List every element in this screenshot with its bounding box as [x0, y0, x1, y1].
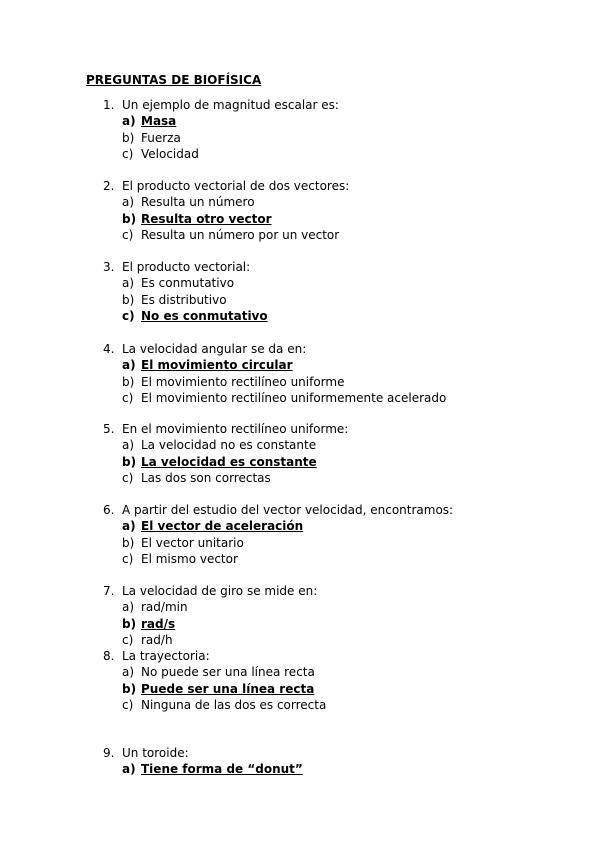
option-letter: c): [122, 697, 134, 712]
question-number: 7.: [103, 584, 115, 598]
question-heading: [103, 502, 453, 518]
option-text: Resulta un número por un vector: [141, 227, 340, 242]
option-text: Puede ser una línea recta: [141, 681, 315, 696]
option-text: Ninguna de las dos es correcta: [141, 697, 327, 712]
document-title: PREGUNTAS DE BIOFÍSICA: [86, 73, 262, 87]
option-text: Masa: [141, 114, 177, 129]
question-number: 3.: [103, 260, 115, 274]
option-letter: a): [122, 665, 135, 680]
option-letter: b): [122, 211, 137, 226]
option-letter: c): [122, 470, 134, 485]
question-text: El producto vectorial:: [122, 260, 251, 274]
answer-option: [103, 664, 326, 680]
answer-option-correct: [103, 211, 349, 227]
answer-option: [103, 697, 326, 713]
question-5: [103, 421, 348, 486]
option-letter: c): [122, 227, 134, 242]
question-number: 2.: [103, 179, 115, 193]
answer-option: [103, 551, 453, 567]
question-number: 8.: [103, 649, 115, 663]
answer-option-correct: [103, 308, 268, 324]
option-text: El movimiento rectilíneo uniforme: [141, 374, 345, 389]
answer-option: [103, 390, 446, 406]
option-text: El movimiento rectilíneo uniformemente acelerado: [141, 390, 447, 405]
option-letter: b): [122, 616, 137, 631]
option-letter: a): [122, 438, 135, 453]
option-text: El vector de aceleración: [141, 519, 304, 534]
answer-option: [103, 535, 453, 551]
option-text: rad/s: [141, 616, 176, 631]
answer-option-correct: [103, 518, 453, 534]
option-letter: a): [122, 195, 135, 210]
answer-option-correct: [103, 681, 326, 697]
answer-option: [103, 146, 339, 162]
answer-option: [103, 292, 268, 308]
option-letter: b): [122, 374, 135, 389]
question-text: A partir del estudio del vector velocidad, encontramos:: [122, 503, 454, 517]
question-heading: [103, 259, 268, 275]
answer-option-correct: [103, 113, 339, 129]
answer-option: [103, 470, 348, 486]
option-text: El mismo vector: [141, 551, 238, 566]
option-letter: b): [122, 130, 135, 145]
answer-option: [103, 632, 317, 648]
question-6: [103, 502, 453, 567]
option-letter: a): [122, 358, 136, 373]
option-text: Las dos son correctas: [141, 470, 271, 485]
question-text: El producto vectorial de dos vectores:: [122, 179, 350, 193]
option-text: Fuerza: [141, 130, 181, 145]
question-8: [103, 648, 326, 713]
answer-option: [103, 374, 446, 390]
option-text: El movimiento circular: [141, 358, 293, 373]
question-heading: [103, 648, 326, 664]
answer-option: [103, 194, 349, 210]
option-letter: b): [122, 535, 135, 550]
option-letter: a): [122, 114, 136, 129]
option-letter: a): [122, 276, 135, 291]
question-number: 1.: [103, 98, 115, 112]
option-text: La velocidad no es constante: [141, 438, 317, 453]
question-heading: [103, 583, 317, 599]
question-text: En el movimiento rectilíneo uniforme:: [122, 422, 349, 436]
question-heading: [103, 421, 348, 437]
question-7: [103, 583, 317, 648]
answer-option-correct: [103, 357, 446, 373]
option-text: El vector unitario: [141, 535, 244, 550]
question-text: Un ejemplo de magnitud escalar es:: [122, 98, 339, 112]
answer-option: [103, 599, 317, 615]
option-text: rad/h: [141, 632, 173, 647]
question-2: [103, 178, 349, 243]
question-heading: [103, 745, 303, 761]
option-text: Es distributivo: [141, 292, 227, 307]
answer-option: [103, 437, 348, 453]
option-text: Velocidad: [141, 146, 199, 161]
option-text: Resulta otro vector: [141, 211, 272, 226]
question-heading: [103, 97, 339, 113]
option-letter: c): [122, 390, 134, 405]
answer-option-correct: [103, 616, 317, 632]
question-1: [103, 97, 339, 162]
answer-option-correct: [103, 761, 303, 777]
option-letter: c): [122, 146, 134, 161]
answer-option: [103, 275, 268, 291]
question-number: 9.: [103, 746, 115, 760]
option-letter: b): [122, 292, 135, 307]
question-number: 4.: [103, 342, 115, 356]
option-text: No puede ser una línea recta: [141, 665, 315, 680]
option-letter: c): [122, 308, 135, 323]
question-number: 6.: [103, 503, 115, 517]
option-text: Es conmutativo: [141, 276, 235, 291]
option-text: rad/min: [141, 600, 188, 615]
question-text: La velocidad de giro se mide en:: [122, 584, 318, 598]
option-letter: c): [122, 551, 134, 566]
option-letter: b): [122, 681, 137, 696]
question-9: [103, 745, 303, 778]
answer-option-correct: [103, 454, 348, 470]
option-text: Tiene forma de “donut”: [141, 762, 303, 777]
option-letter: a): [122, 600, 135, 615]
question-3: [103, 259, 268, 324]
option-letter: c): [122, 632, 134, 647]
option-text: No es conmutativo: [141, 308, 268, 323]
option-text: La velocidad es constante: [141, 454, 317, 469]
answer-option: [103, 227, 349, 243]
option-letter: a): [122, 762, 136, 777]
question-heading: [103, 341, 446, 357]
question-heading: [103, 178, 349, 194]
option-text: Resulta un número: [141, 195, 255, 210]
option-letter: a): [122, 519, 136, 534]
question-4: [103, 341, 446, 406]
answer-option: [103, 130, 339, 146]
question-text: La trayectoria:: [122, 649, 210, 663]
question-text: Un toroide:: [122, 746, 189, 760]
question-text: La velocidad angular se da en:: [122, 342, 307, 356]
question-number: 5.: [103, 422, 115, 436]
option-letter: b): [122, 454, 137, 469]
